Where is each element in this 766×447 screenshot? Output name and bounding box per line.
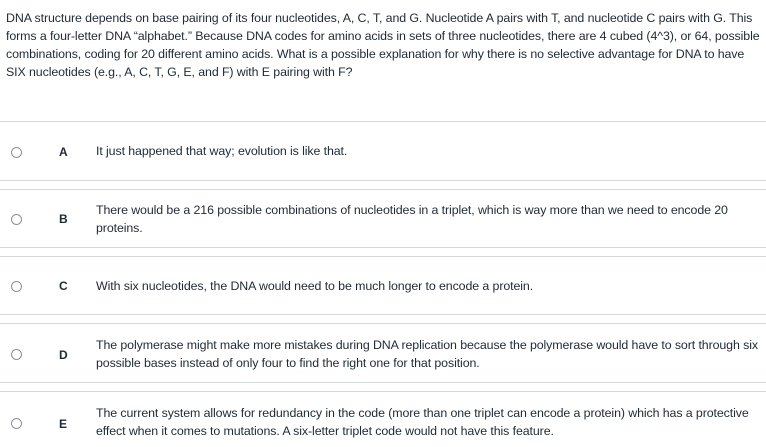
radio-button-b[interactable] bbox=[11, 214, 22, 225]
answer-option-e[interactable] bbox=[0, 392, 766, 447]
answer-option-b[interactable] bbox=[0, 190, 766, 247]
option-letter-c: C bbox=[59, 279, 68, 293]
option-text-d: The polymerase might make more mistakes during DNA replication because the polymerase would have to sort through six possible bases instead of only four to find the right one for that position. bbox=[96, 338, 758, 370]
answer-option-c[interactable] bbox=[0, 257, 766, 314]
divider bbox=[0, 121, 766, 122]
divider bbox=[0, 314, 766, 315]
divider bbox=[0, 382, 766, 383]
answer-option-a[interactable] bbox=[0, 123, 766, 181]
radio-button-d[interactable] bbox=[11, 349, 22, 360]
answer-option-d[interactable] bbox=[0, 324, 766, 382]
divider bbox=[0, 247, 766, 248]
option-text-c: With six nucleotides, the DNA would need to be much longer to encode a protein. bbox=[96, 279, 534, 293]
option-text-b: There would be a 216 possible combinations of nucleotides in a triplet, which is way more than we need to encode 20 proteins. bbox=[96, 203, 728, 235]
option-letter-b: B bbox=[59, 212, 68, 226]
option-letter-d: D bbox=[59, 348, 68, 362]
option-text-e: The current system allows for redundancy in the code (more than one triplet can encode a protein) which has a protective effect when it comes to mutations. A six-letter triplet code would not have this feature. bbox=[96, 406, 749, 438]
option-letter-a: A bbox=[59, 145, 68, 159]
radio-button-c[interactable] bbox=[11, 281, 22, 292]
option-letter-e: E bbox=[59, 417, 68, 431]
radio-button-a[interactable] bbox=[11, 147, 22, 158]
option-text-a: It just happened that way; evolution is like that. bbox=[96, 144, 348, 158]
question-text: DNA structure depends on base pairing of its four nucleotides, A, C, T, and G. Nucleotide A pairs with T, and nucleotide C pairs with G. This forms a four-letter DNA “alphabet.” Because DNA codes for amino acids in sets of three nucleotides, there are 4 cubed (4^3), or 64, possible combinations, coding for 20 different amino acids. What is a possible explanation for why there is no selective advantage for DNA to have SIX nucleotides (e.g., A, C, T, G, E, and F) with E pairing with F? bbox=[6, 11, 760, 79]
divider bbox=[0, 180, 766, 181]
radio-button-e[interactable] bbox=[11, 418, 22, 429]
